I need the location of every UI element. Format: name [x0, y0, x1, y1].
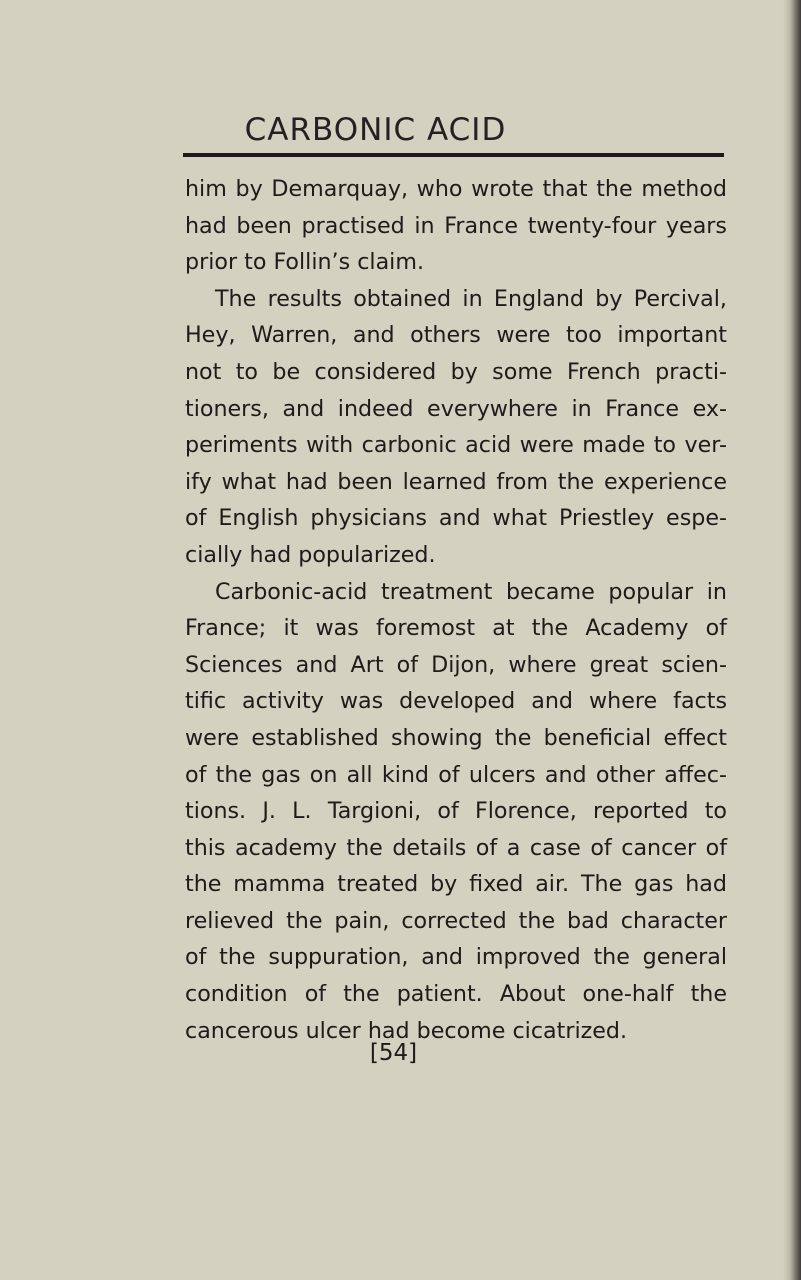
- text-line: of the gas on all kind of ulcers and other affec-: [185, 761, 727, 788]
- text-line: had been practised in France twenty-four years: [185, 212, 727, 239]
- text-line: this academy the details of a case of cancer of: [185, 834, 727, 861]
- text-line: France; it was foremost at the Academy of: [185, 615, 727, 642]
- text-line: the mamma treated by fixed air. The gas had: [185, 871, 727, 898]
- body-text: [185, 171, 727, 1049]
- text-line: him by Demarquay, who wrote that the method: [185, 176, 727, 202]
- text-line: Carbonic-acid treatment became popular in: [215, 578, 727, 605]
- text-line: tific activity was developed and where facts: [185, 688, 727, 715]
- text-line: cancerous ulcer had become cicatrized.: [185, 1017, 628, 1044]
- text-line: condition of the patient. About one-half the: [185, 981, 727, 1008]
- header-rule: [183, 153, 724, 157]
- text-line: tions. J. L. Targioni, of Florence, reported to: [185, 798, 727, 825]
- text-line: tioners, and indeed everywhere in France ex-: [185, 395, 727, 422]
- text-line: prior to Follin’s claim.: [185, 249, 425, 276]
- text-line: not to be considered by some French practi-: [185, 358, 727, 385]
- text-line: The results obtained in England by Percival,: [215, 285, 727, 312]
- text-line: Sciences and Art of Dijon, where great scien-: [185, 651, 727, 678]
- text-line: ify what had been learned from the experience: [185, 468, 727, 495]
- page-edge-shadow: [783, 0, 801, 1280]
- text-line: Hey, Warren, and others were too important: [185, 322, 727, 349]
- text-line: of the suppuration, and improved the general: [185, 944, 727, 971]
- text-line: of English physicians and what Priestley espe-: [185, 505, 727, 532]
- page-number: [54]: [369, 1040, 418, 1066]
- running-head: CARBONIC ACID: [244, 112, 507, 148]
- text-line: periments with carbonic acid were made to ver-: [185, 432, 727, 459]
- text-line: were established showing the beneficial effect: [185, 724, 727, 751]
- text-line: cially had popularized.: [185, 541, 436, 568]
- text-line: relieved the pain, corrected the bad character: [185, 907, 727, 934]
